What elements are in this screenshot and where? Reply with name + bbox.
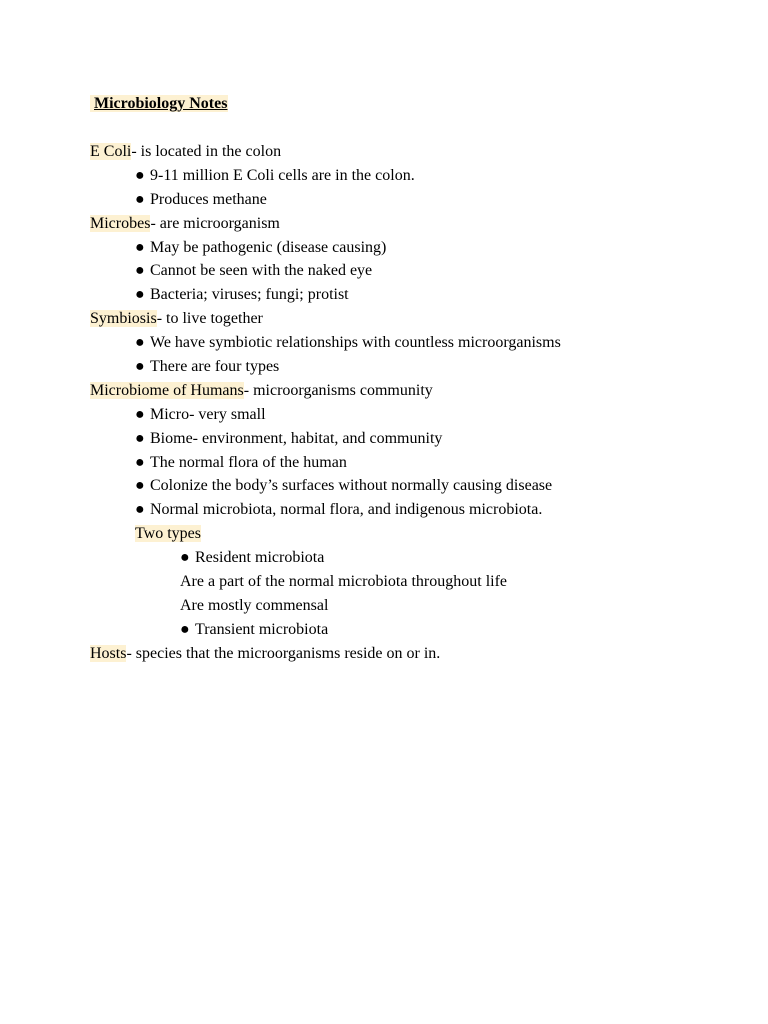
notes-body (90, 140, 730, 666)
bullet-item (90, 427, 730, 451)
bullet-item (90, 451, 730, 475)
bullet-item (90, 546, 730, 570)
plain-text-line (90, 570, 730, 594)
bullet-text: Bacteria; viruses; fungi; protist (150, 286, 349, 304)
bullet-icon: ● (180, 549, 190, 567)
document-title: Microbiology Notes (90, 95, 228, 112)
bullet-icon: ● (135, 405, 145, 423)
bullet-icon: ● (135, 501, 145, 519)
bullet-icon: ● (135, 453, 145, 471)
highlighted-term: Microbes (90, 214, 151, 232)
bullet-text: Transient microbiota (195, 620, 329, 638)
bullet-text: Resident microbiota (195, 549, 325, 567)
bullet-text: The normal flora of the human (150, 453, 347, 471)
term-definition: - to live together (156, 310, 263, 328)
bullet-text: Normal microbiota, normal flora, and indigenous microbiota. (150, 501, 543, 519)
bullet-icon: ● (135, 286, 145, 304)
highlighted-term: Hosts (90, 644, 127, 662)
term-definition: - is located in the colon (131, 143, 282, 160)
bullet-text: Produces methane (150, 190, 267, 208)
plain-text-line (90, 594, 730, 618)
bullet-text: Cannot be seen with the naked eye (150, 262, 373, 280)
highlighted-subheading: Two types (135, 525, 201, 543)
term-definition-line (90, 140, 730, 164)
line-text: Are a part of the normal microbiota throughout life (180, 573, 508, 591)
bullet-icon: ● (135, 429, 145, 447)
bullet-icon: ● (135, 477, 145, 495)
bullet-icon: ● (135, 238, 145, 256)
term-definition: - species that the microorganisms reside on or in. (126, 644, 441, 662)
subheading-line (90, 522, 730, 546)
term-definition: - are microorganism (150, 214, 280, 232)
bullet-text: We have symbiotic relationships with countless microorganisms (150, 334, 561, 352)
bullet-icon: ● (135, 190, 145, 208)
bullet-item (90, 474, 730, 498)
bullet-icon: ● (135, 262, 145, 280)
highlighted-term: Symbiosis (90, 310, 157, 328)
bullet-icon: ● (135, 166, 145, 184)
bullet-text: 9-11 million E Coli cells are in the colon. (150, 166, 415, 184)
term-definition-line (90, 379, 730, 403)
bullet-text: There are four types (150, 358, 280, 376)
bullet-icon: ● (180, 620, 190, 638)
bullet-item (90, 498, 730, 522)
highlighted-term: Microbiome of Humans (90, 381, 244, 399)
bullet-text: Biome- environment, habitat, and community (150, 429, 443, 447)
bullet-text: Colonize the body’s surfaces without normally causing disease (150, 477, 553, 495)
term-definition-line (90, 642, 730, 666)
bullet-item (90, 188, 730, 212)
bullet-text: May be pathogenic (disease causing) (150, 238, 387, 256)
bullet-item (90, 236, 730, 260)
term-definition: - microorganisms community (243, 381, 433, 399)
title-line (90, 93, 228, 115)
bullet-item (90, 618, 730, 642)
line-text: Are mostly commensal (180, 596, 329, 614)
bullet-icon: ● (135, 358, 145, 376)
bullet-text: Micro- very small (150, 405, 266, 423)
bullet-item (90, 164, 730, 188)
bullet-icon: ● (135, 334, 145, 352)
highlighted-term: E Coli (90, 143, 132, 160)
bullet-item (90, 331, 730, 355)
bullet-item (90, 355, 730, 379)
bullet-item (90, 283, 730, 307)
term-definition-line (90, 212, 730, 236)
bullet-item (90, 259, 730, 283)
term-definition-line (90, 307, 730, 331)
bullet-item (90, 403, 730, 427)
